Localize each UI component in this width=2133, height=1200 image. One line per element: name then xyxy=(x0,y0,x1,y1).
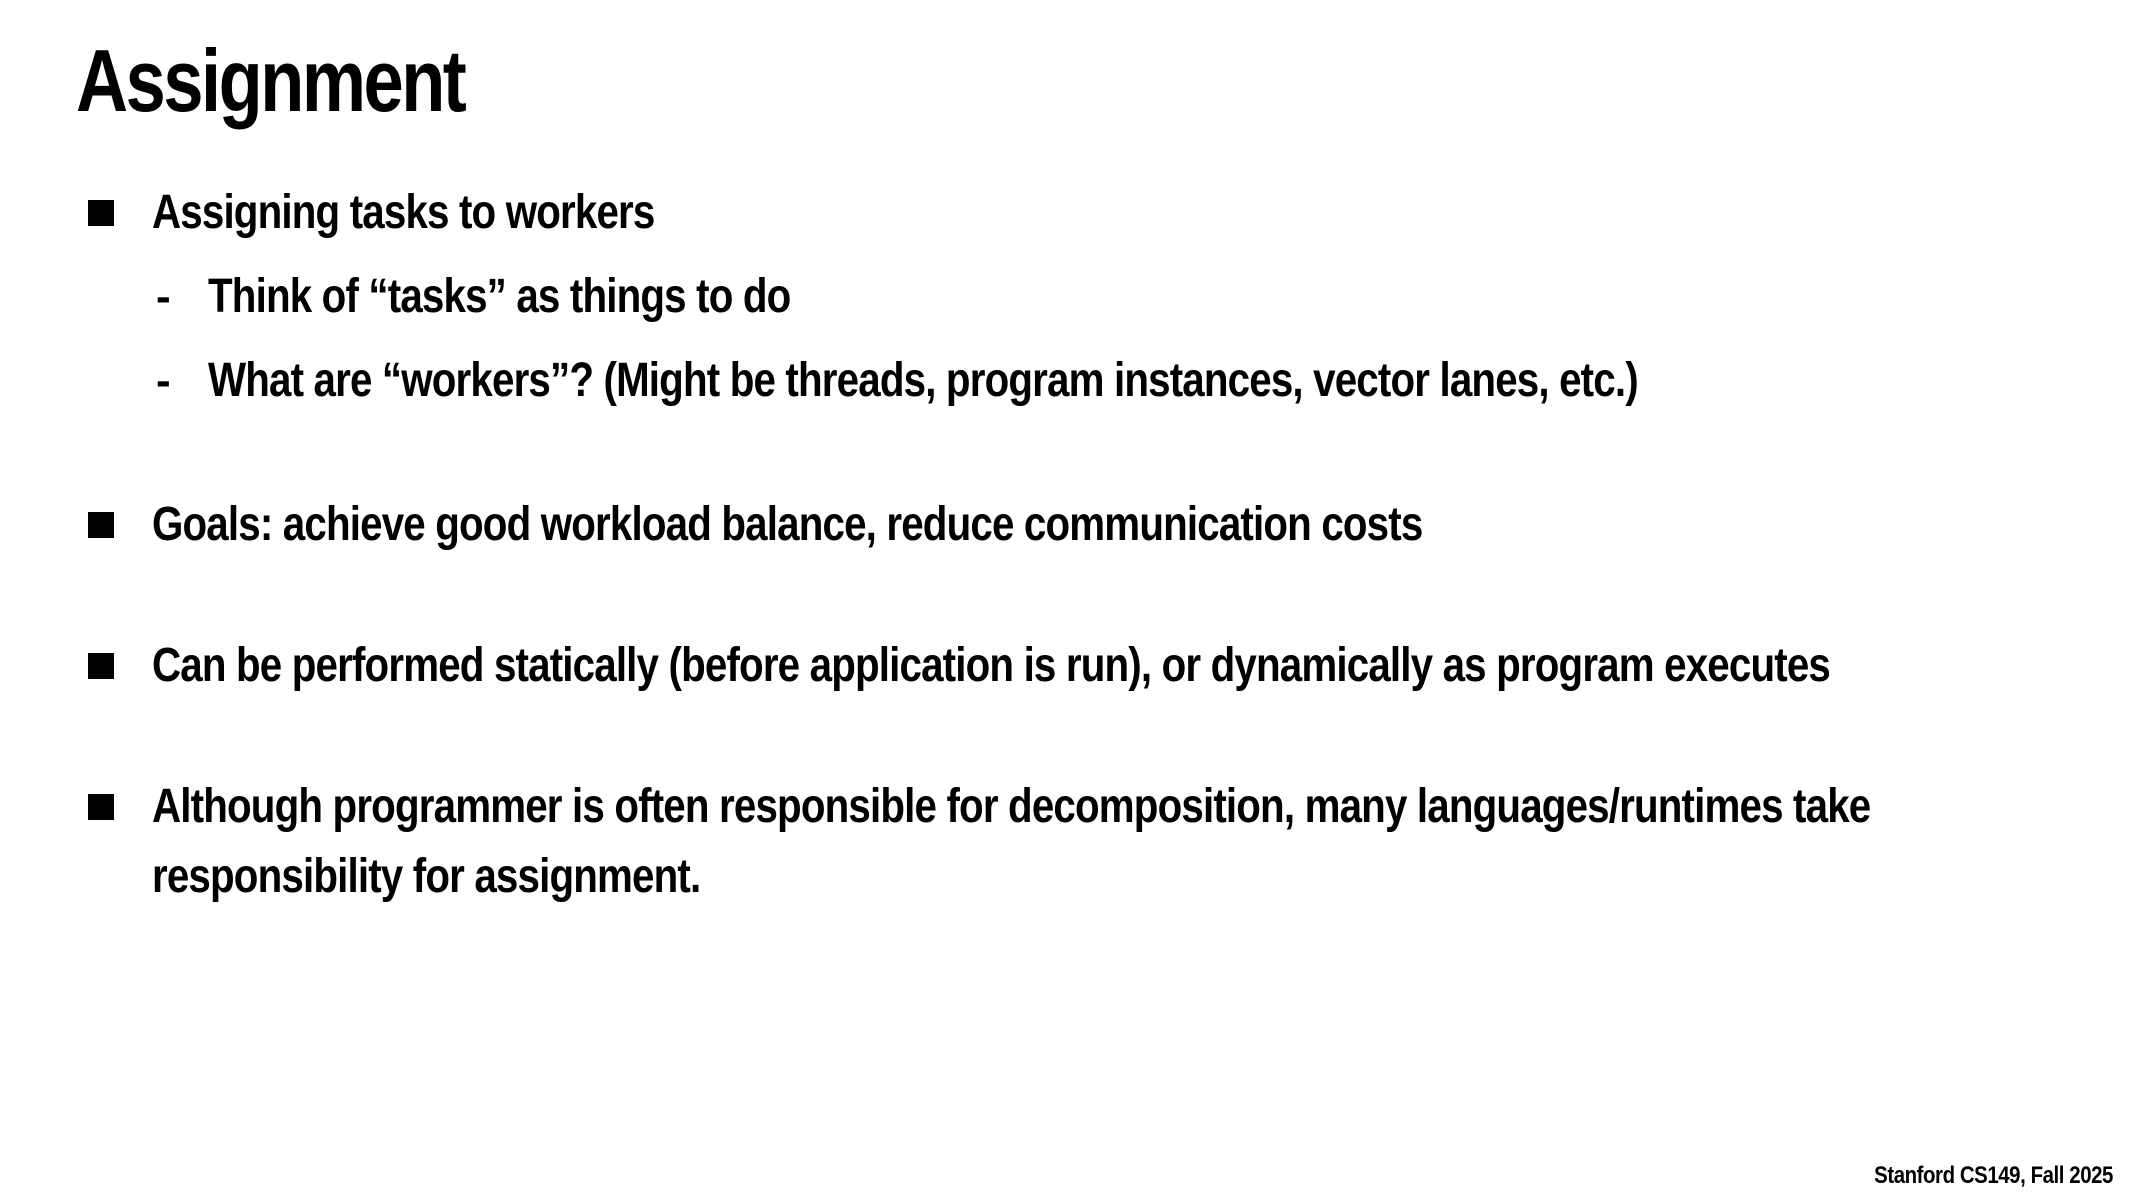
bullet-text: Goals: achieve good workload balance, reduce communication costs xyxy=(152,498,1423,551)
footer-course-label: Stanford CS149, Fall 2025 xyxy=(1874,1162,2113,1189)
dash-icon: - xyxy=(156,272,171,321)
sub-bullet-text: What are “workers”? (Might be threads, program instances, vector lanes, etc.) xyxy=(208,354,1638,407)
slide-title: Assignment xyxy=(76,31,465,130)
bullet-text: Can be performed statically (before application is run), or dynamically as program executes xyxy=(152,639,1831,692)
bullet-square-icon xyxy=(88,794,114,820)
bullet-square-icon xyxy=(88,512,114,538)
sub-bullet-text: Think of “tasks” as things to do xyxy=(208,270,791,323)
bullet-square-icon xyxy=(88,653,114,679)
bullet-square-icon xyxy=(88,200,114,226)
bullet-text-line-1: Although programmer is often responsible for decomposition, many languages/runtimes take xyxy=(152,780,1871,833)
dash-icon: - xyxy=(156,356,171,405)
bullet-text-line-2: responsibility for assignment. xyxy=(152,850,701,903)
bullet-text: Assigning tasks to workers xyxy=(152,186,655,239)
